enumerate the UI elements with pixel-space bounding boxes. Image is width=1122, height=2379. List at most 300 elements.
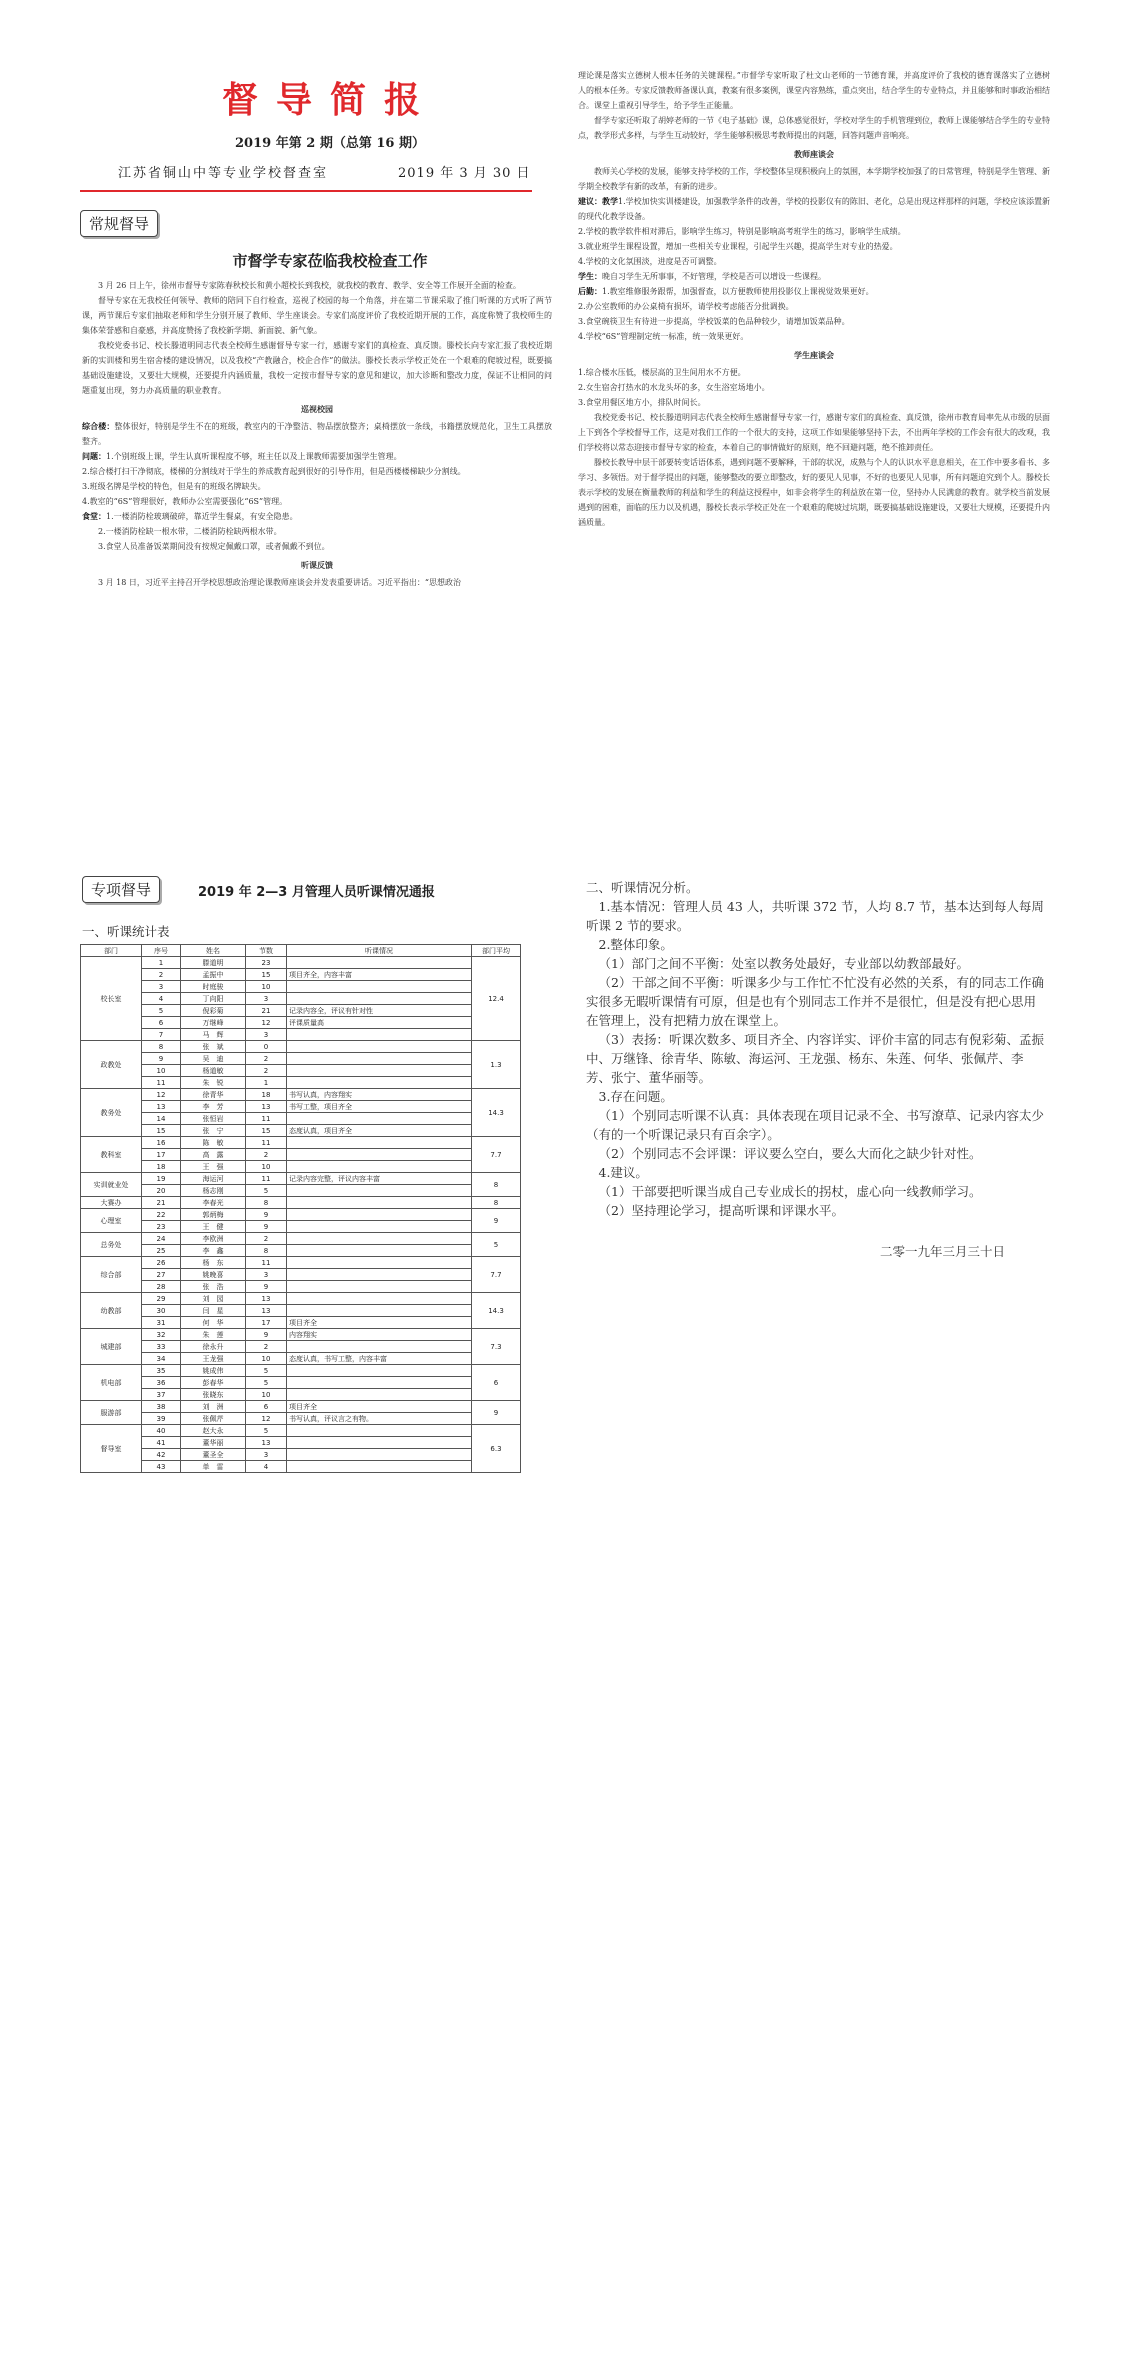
table-cell: 30 (142, 1305, 181, 1317)
table-row (81, 1161, 521, 1173)
table-cell (287, 1425, 472, 1437)
table-cell: 11 (142, 1077, 181, 1089)
table-row (81, 1425, 521, 1437)
table-cell: 22 (142, 1209, 181, 1221)
table-cell: 32 (142, 1329, 181, 1341)
paragraph-text: 4.学校“6S”管理制定统一标准，统一效果更好。 (578, 332, 749, 341)
table-row (81, 1449, 521, 1461)
table-cell (287, 1149, 472, 1161)
paragraph-text: 3.就业班学生课程设置，增加一些相关专业课程，引起学生兴趣，提高学生对专业的热爱。 (578, 242, 898, 251)
subheading-student: 学生座谈会 (794, 350, 834, 360)
table-cell (287, 1161, 472, 1173)
table-cell: 倪彩菊 (181, 1005, 246, 1017)
table-cell (287, 1053, 472, 1065)
table-cell: 28 (142, 1281, 181, 1293)
column-header: 序号 (142, 945, 181, 957)
table-cell: 10 (246, 1353, 287, 1365)
table-cell: 1 (142, 957, 181, 969)
paragraph (82, 509, 552, 524)
table-row (81, 1329, 521, 1341)
table-cell: 6 (142, 1017, 181, 1029)
table-cell: 李春光 (181, 1197, 246, 1209)
table-cell: 单 雷 (181, 1461, 246, 1473)
student-item: 1.综合楼水压低，楼层高的卫生间用水不方便。 (578, 368, 746, 377)
table-cell: 何 华 (181, 1317, 246, 1329)
paragraph (82, 479, 552, 494)
table-cell (287, 1389, 472, 1401)
table-cell: 滕道明 (181, 957, 246, 969)
table-caption: 一、听课统计表 (82, 924, 170, 939)
table-cell: 5 (246, 1185, 287, 1197)
table-cell (287, 957, 472, 969)
article-title: 市督学专家莅临我校检查工作 (232, 252, 428, 270)
table-row (81, 1317, 521, 1329)
table-cell: 张 斌 (181, 1041, 246, 1053)
table-cell: 17 (246, 1317, 287, 1329)
table-cell: 刘 洲 (181, 1401, 246, 1413)
table-row (81, 1269, 521, 1281)
table-cell (287, 1461, 472, 1473)
table-cell: 王 强 (181, 1161, 246, 1173)
table-cell: 丁向阳 (181, 993, 246, 1005)
table-cell: 18 (142, 1161, 181, 1173)
table-cell: 15 (246, 1125, 287, 1137)
dept-cell: 政教处 (81, 1041, 142, 1089)
table-cell: 9 (246, 1281, 287, 1293)
table-row (81, 1041, 521, 1053)
paragraph-text: 3.食堂人员准备饭菜期间没有按规定佩戴口罩，或者佩戴不到位。 (98, 542, 330, 551)
table-cell: 王 健 (181, 1221, 246, 1233)
table-cell: 5 (246, 1425, 287, 1437)
table-cell: 40 (142, 1425, 181, 1437)
table-row (81, 1281, 521, 1293)
subheading-xunshi: 巡视校园 (301, 404, 333, 414)
analysis-line: （2）坚持理论学习，提高听课和评课水平。 (598, 1203, 844, 1218)
paragraph-text: 2.学校的教学软件相对滞后，影响学生练习，特别是影响高考班学生的练习，影响学生成绩。 (578, 227, 906, 236)
table-cell: 内容翔实 (287, 1329, 472, 1341)
table-row (81, 1209, 521, 1221)
analysis-line: 二、听课情况分析。 (586, 880, 699, 895)
column-header: 部门 (81, 945, 142, 957)
table-cell (287, 1257, 472, 1269)
table-cell: 18 (246, 1089, 287, 1101)
table-cell: 17 (142, 1149, 181, 1161)
table-row (81, 1125, 521, 1137)
table-cell: 3 (246, 993, 287, 1005)
table-cell: 12 (246, 1413, 287, 1425)
attendance-table (80, 944, 521, 1473)
table-cell: 34 (142, 1353, 181, 1365)
table-cell: 36 (142, 1377, 181, 1389)
paragraph-lead: 食堂： (82, 511, 106, 521)
table-cell: 11 (246, 1173, 287, 1185)
dept-cell: 督导室 (81, 1425, 142, 1473)
table-row (81, 993, 521, 1005)
issue-number: 2019 年第 2 期（总第 16 期） (235, 136, 425, 151)
table-cell: 张 宁 (181, 1125, 246, 1137)
analysis-line: （1）干部要把听课当成自己专业成长的拐杖，虚心向一线教师学习。 (598, 1184, 982, 1199)
paragraph (578, 269, 1050, 284)
table-row (81, 1293, 521, 1305)
table-cell: 2 (142, 969, 181, 981)
table-cell (287, 1197, 472, 1209)
student-forum-list (578, 365, 1050, 410)
dept-cell: 大赛办 (81, 1197, 142, 1209)
paragraph-text: 教师关心学校的发展，能够支持学校的工作，学校整体呈现积极向上的氛围，本学期学校加强了的日常管理，特别是学生管理、新学期全校教学有新的改革，有新的进步。 (578, 167, 1050, 191)
paragraph (82, 449, 552, 464)
table-cell: 态度认真，书写工整，内容丰富 (287, 1353, 472, 1365)
table-cell: 13 (246, 1305, 287, 1317)
table-row (81, 1365, 521, 1377)
table-row (81, 1089, 521, 1101)
table-cell: 8 (142, 1041, 181, 1053)
column-header: 姓名 (181, 945, 246, 957)
table-cell (287, 1365, 472, 1377)
analysis-line: 1.基本情况：管理人员 43 人，共听课 372 节，人均 8.7 节，基本达到每人每周听课 2 节的要求。 (586, 899, 1044, 933)
paragraph (578, 164, 1050, 194)
inspection-list (82, 419, 552, 554)
table-cell: 10 (246, 981, 287, 993)
avg-cell: 7.3 (472, 1329, 521, 1365)
table-row (81, 1233, 521, 1245)
table-cell (287, 1065, 472, 1077)
table-cell: 5 (142, 1005, 181, 1017)
table-row (81, 981, 521, 993)
table-cell: 杨道敏 (181, 1065, 246, 1077)
table-cell: 姚晚喜 (181, 1269, 246, 1281)
paragraph: 我校党委书记、校长滕道明同志代表全校师生感谢督导专家一行，感谢专家们的真检查、真反馈。滕校长向专家汇报了我校近期新的实训楼和男生宿舍楼的建设情况，以及我校“产教融合，校企合作”的做法。滕校长表示学校正处在一个艰难的爬坡过程，既要搞基础设施建设，又要壮大规模，还要提升内涵质量，我校一定按市督导专家的意见和建议，加大诊断和整改力度，保证不让相同的问题重复出现，努力办高质量的职业教育。 (82, 341, 552, 395)
analysis-line: （2）个别同志不会评课：评议要么空白，要么大而化之缺少针对性。 (598, 1146, 982, 1161)
dept-cell: 幼教部 (81, 1293, 142, 1329)
table-cell (287, 1437, 472, 1449)
table-cell: 10 (142, 1065, 181, 1077)
table-cell: 23 (246, 957, 287, 969)
avg-cell: 7.7 (472, 1137, 521, 1173)
paragraph-lead: 问题： (82, 451, 106, 461)
table-cell (287, 1341, 472, 1353)
table-row (81, 1221, 521, 1233)
table-cell: 朱 莲 (181, 1329, 246, 1341)
table-row (81, 1137, 521, 1149)
table-cell: 12 (246, 1017, 287, 1029)
table-row (81, 1341, 521, 1353)
table-cell (287, 1305, 472, 1317)
dept-cell: 教科室 (81, 1137, 142, 1173)
dept-cell: 服游部 (81, 1401, 142, 1425)
table-cell: 吴 迪 (181, 1053, 246, 1065)
table-cell (287, 1293, 472, 1305)
paragraph (578, 284, 1050, 299)
table-cell: 徐青华 (181, 1089, 246, 1101)
table-cell: 2 (246, 1341, 287, 1353)
table-cell: 29 (142, 1293, 181, 1305)
table-row (81, 1389, 521, 1401)
table-row (81, 1401, 521, 1413)
paragraph-text: 4.学校的文化氛围淡，进度是否可调整。 (578, 257, 722, 266)
table-cell: 王龙强 (181, 1353, 246, 1365)
table-cell: 15 (142, 1125, 181, 1137)
table-row (81, 1305, 521, 1317)
paragraph: 3 月 18 日，习近平主持召开学校思想政治理论课教师座谈会并发表重要讲话。习近平指出：“思想政治 (98, 578, 461, 587)
paragraph-text: 1.学校加快实训楼建设，加强教学条件的改善，学校的投影仪有的陈旧、老化，总是出现这样那样的问题，学校应该添置新的现代化教学设备。 (578, 197, 1050, 221)
table-cell: 书写认真，内容翔实 (287, 1089, 472, 1101)
paragraph-text: 1.教室维修服务跟帮，加强督查，以方便教师使用投影仪上课视觉效果更好。 (602, 287, 874, 296)
table-cell: 31 (142, 1317, 181, 1329)
table-row (81, 1245, 521, 1257)
table-cell (287, 1137, 472, 1149)
table-cell: 陈 敏 (181, 1137, 246, 1149)
table-row (81, 1437, 521, 1449)
avg-cell: 6 (472, 1365, 521, 1401)
paragraph (578, 254, 1050, 269)
avg-cell: 9 (472, 1401, 521, 1425)
table-cell: 张 浩 (181, 1281, 246, 1293)
table-cell: 刘 园 (181, 1293, 246, 1305)
paragraph-text: 2.综合楼打扫干净彻底，楼梯的分割线对于学生的养成教育起到很好的引导作用，但是西楼楼梯缺少分割线。 (82, 467, 466, 476)
avg-cell: 1.3 (472, 1041, 521, 1089)
table-cell: 高 露 (181, 1149, 246, 1161)
dept-cell: 综合部 (81, 1257, 142, 1293)
table-cell: 项目齐全 (287, 1317, 472, 1329)
table-row (81, 1149, 521, 1161)
table-cell: 12 (142, 1089, 181, 1101)
table-cell: 38 (142, 1401, 181, 1413)
attendance-table-wrap (80, 944, 521, 1473)
paragraph (82, 464, 552, 479)
table-cell: 2 (246, 1233, 287, 1245)
table-cell: 时庭骏 (181, 981, 246, 993)
table-cell: 郭炳梅 (181, 1209, 246, 1221)
table-row (81, 1257, 521, 1269)
paragraph-text: 晚自习学生无所事事，不好管理，学校是否可以增设一些课程。 (602, 272, 826, 281)
paragraph-text: 督学专家还听取了胡婷老师的一节《电子基础》课，总体感觉很好，学校对学生的手机管理到位，教师上课能够结合学生的专业特点，教学形式多样，与学生互动较好，学生能够积极思考教师提出的问题，回答问题声音响亮。 (578, 116, 1050, 140)
column-header: 节数 (246, 945, 287, 957)
column-header: 部门平均 (472, 945, 521, 957)
table-cell: 书写认真，评议言之有物。 (287, 1413, 472, 1425)
analysis-line: （2）干部之间不平衡：听课多少与工作忙不忙没有必然的关系，有的同志工作确实很多无暇听课情有可原，但是也有个别同志工作并不是很忙，但是没有把心思用在管理上，没有把精力放在课堂上。 (586, 975, 1044, 1028)
table-cell: 42 (142, 1449, 181, 1461)
table-cell: 6 (246, 1401, 287, 1413)
table-cell: 3 (142, 981, 181, 993)
paragraph (578, 68, 1050, 113)
table-row (81, 1101, 521, 1113)
column-header: 听课情况 (287, 945, 472, 957)
dept-cell: 校长室 (81, 957, 142, 1041)
publish-date: 2019 年 3 月 30 日 (398, 166, 531, 181)
publisher: 江苏省铜山中等专业学校督查室 (118, 166, 329, 181)
table-cell: 21 (142, 1197, 181, 1209)
paragraph-text: 3.食堂碗筷卫生有待进一步提高，学校饭菜的色品种较少，请增加饭菜品种。 (578, 317, 850, 326)
paragraph-lead: 学生： (578, 271, 602, 281)
paragraph-text: 2.办公室教师的办公桌椅有损坏，请学校考虑能否分批调换。 (578, 302, 794, 311)
table-cell: 19 (142, 1173, 181, 1185)
table-row (81, 1017, 521, 1029)
paragraph: 3 月 26 日上午，徐州市督导专家陈春秋校长和黄小超校长到我校，就我校的教育、教学、安全等工作展开全面的检查。 (98, 281, 521, 290)
paragraph: 我校党委书记、校长滕道明同志代表全校师生感谢督导专家一行，感谢专家们的真检查、真反馈，徐州市教育局率先从市级的层面上下到各个学校督导工作，这是对我们工作的一个很大的支持，这项工作如果能够坚持下去，不出两年学校的工作会有很大的改观，我们学校将以常态迎接市督导专家的检查，本着自己的事情做好的原则，绝不回避问题，绝不推卸责任。 (578, 413, 1050, 452)
table-row (81, 957, 521, 969)
table-cell: 3 (246, 1449, 287, 1461)
table-cell: 赵大永 (181, 1425, 246, 1437)
table-cell (287, 1449, 472, 1461)
table-cell: 马 辉 (181, 1029, 246, 1041)
table-cell: 万继峰 (181, 1017, 246, 1029)
dept-cell: 总务处 (81, 1233, 142, 1257)
table-cell: 25 (142, 1245, 181, 1257)
avg-cell: 14.3 (472, 1089, 521, 1137)
table-cell (287, 1377, 472, 1389)
paragraph-text: 1.一楼消防栓玻璃破碎，靠近学生餐桌，有安全隐患。 (106, 512, 298, 521)
table-cell: 35 (142, 1365, 181, 1377)
table-cell (287, 1041, 472, 1053)
subheading-tingke: 听课反馈 (301, 560, 333, 570)
table-cell: 9 (142, 1053, 181, 1065)
paragraph (578, 329, 1050, 344)
closing-remarks (578, 410, 1050, 530)
paragraph (578, 239, 1050, 254)
table-row (81, 1461, 521, 1473)
table-cell: 21 (246, 1005, 287, 1017)
analysis-line: （1）部门之间不平衡：处室以教务处最好，专业部以幼教部最好。 (598, 956, 969, 971)
table-cell: 杨 东 (181, 1257, 246, 1269)
table-cell: 37 (142, 1389, 181, 1401)
avg-cell: 12.4 (472, 957, 521, 1041)
paragraph (82, 524, 552, 539)
analysis-line: （1）个别同志听课不认真：具体表现在项目记录不全、书写潦草、记录内容太少（有的一个听课记录只有百余字）。 (586, 1108, 1044, 1142)
table-cell: 0 (246, 1041, 287, 1053)
table-cell: 41 (142, 1437, 181, 1449)
paragraph (82, 539, 552, 554)
table-cell: 43 (142, 1461, 181, 1473)
analysis-line: （3）表扬：听课次数多、项目齐全、内容详实、评价丰富的同志有倪彩菊、孟振中、万继锋、徐青华、陈敏、海运河、王龙强、杨东、朱莲、何华、张佩芹、李芳、张宁、董华丽等。 (586, 1032, 1044, 1085)
table-header-row (81, 945, 521, 957)
dept-cell: 心理室 (81, 1209, 142, 1233)
table-cell: 3 (246, 1269, 287, 1281)
table-cell: 李 鑫 (181, 1245, 246, 1257)
bulletin-title: 督导简报 (221, 80, 438, 121)
table-cell (287, 1281, 472, 1293)
table-cell: 记录内容完整，评议内容丰富 (287, 1173, 472, 1185)
table-cell: 9 (246, 1209, 287, 1221)
subheading-teacher: 教师座谈会 (794, 149, 834, 159)
table-cell: 记录内容全，评议有针对性 (287, 1005, 472, 1017)
table-cell: 徐永升 (181, 1341, 246, 1353)
paragraph-text: 整体很好，特别是学生不在的班级，教室内的干净整洁、物品摆放整齐；桌椅摆放一条线，书籍摆放规范化，卫生工具摆放整齐。 (82, 422, 552, 446)
table-row (81, 1197, 521, 1209)
paragraph-text: 2.一楼消防栓缺一根水带，二楼消防栓缺两根水带。 (98, 527, 282, 536)
paragraph-text: 理论课是落实立德树人根本任务的关键课程。”市督学专家听取了杜文山老师的一节德育课，并高度评价了我校的德育课落实了立德树人的根本任务。专家反馈教师备课认真，教案有很多案例，课堂内容熟练，重点突出，结合学生的专业特点，并且能够和时事政治相结合。课堂上重视引导学生，给予学生正能量。 (578, 71, 1050, 110)
paragraph (82, 494, 552, 509)
table-cell: 23 (142, 1221, 181, 1233)
dept-cell: 城建部 (81, 1329, 142, 1365)
table-cell: 闫 星 (181, 1305, 246, 1317)
section-tag-special: 专项督导 (82, 876, 160, 903)
table-cell: 15 (246, 969, 287, 981)
teacher-forum-list (578, 164, 1050, 344)
avg-cell: 14.3 (472, 1293, 521, 1329)
table-cell: 9 (246, 1329, 287, 1341)
student-item: 2.女生宿舍打热水的水龙头坏的多，女生浴室场地小。 (578, 383, 770, 392)
table-cell: 彭春华 (181, 1377, 246, 1389)
table-row (81, 1053, 521, 1065)
table-cell: 10 (246, 1161, 287, 1173)
paragraph: 督导专家在无我校任何领导、教师的陪同下自行检查，巡视了校园的每一个角落，并在第二节课采取了推门听课的方式听了两节课，两节课后专家们抽取老师和学生分别开展了教师、学生座谈会。专家们高度评价了我校近期开展的工作，高度称赞了我校师生的集体荣誉感和自豪感，并高度赞扬了我校新学期、新面貌、新气象。 (82, 296, 552, 335)
table-cell (287, 1077, 472, 1089)
avg-cell: 8 (472, 1197, 521, 1209)
analysis-line: 3.存在问题。 (598, 1089, 673, 1104)
table-cell: 杨志刚 (181, 1185, 246, 1197)
table-cell: 1 (246, 1077, 287, 1089)
table-cell: 26 (142, 1257, 181, 1269)
dept-cell: 教务处 (81, 1089, 142, 1137)
table-cell: 孟振中 (181, 969, 246, 981)
table-cell: 董圣全 (181, 1449, 246, 1461)
analysis-line: 4.建议。 (598, 1165, 648, 1180)
table-row (81, 1077, 521, 1089)
table-cell: 9 (246, 1221, 287, 1233)
table-cell: 27 (142, 1269, 181, 1281)
table-cell: 朱 锐 (181, 1077, 246, 1089)
avg-cell: 9 (472, 1209, 521, 1233)
table-row (81, 1029, 521, 1041)
paragraph (578, 224, 1050, 239)
section-tag-routine: 常规督导 (80, 210, 158, 237)
avg-cell: 8 (472, 1173, 521, 1197)
table-cell: 3 (246, 1029, 287, 1041)
paragraph: 滕校长教导中层干部要转变话语体系，遇到问题不要解释，干部的状况，成熟与个人的认识水平息息相关，在工作中要多看书、多学习、多领悟。对于督学提出的问题，能够整改的要立即整改，好的要见人见事，不好的也要见人见事，所有问题迫究到个人。滕校长表示学校的发展在衡量教师的利益和学生的利益这授程中，如非会将学生的利益放在第一位，坚持办人民满意的教育。就学校当前发展遇到的困难，面临的压力以及机遇，滕校长表示学校正处在一个艰难的爬坡过坑期，既要搞基础设施建设，又要壮大规模，还要提升内涵质量。 (578, 458, 1050, 527)
table-cell: 13 (142, 1101, 181, 1113)
table-row (81, 1065, 521, 1077)
table-cell (287, 1209, 472, 1221)
table-cell (287, 1233, 472, 1245)
table-cell: 张恒岩 (181, 1113, 246, 1125)
left-column (82, 278, 552, 590)
dept-cell: 实训就业处 (81, 1173, 142, 1197)
table-cell: 2 (246, 1149, 287, 1161)
table-cell: 李欧洲 (181, 1233, 246, 1245)
table-cell: 11 (246, 1137, 287, 1149)
dept-cell: 机电部 (81, 1365, 142, 1401)
sign-date: 二零一九年三月三十日 (880, 1244, 1006, 1259)
table-cell: 13 (246, 1293, 287, 1305)
table-cell: 5 (246, 1365, 287, 1377)
table-cell: 7 (142, 1029, 181, 1041)
table-cell: 33 (142, 1341, 181, 1353)
table-cell (287, 1245, 472, 1257)
lesson-feedback (578, 68, 1050, 143)
table-cell: 海运河 (181, 1173, 246, 1185)
paragraph-lead: 综合楼： (82, 421, 115, 431)
table-cell (287, 993, 472, 1005)
table-cell (287, 1269, 472, 1281)
table-cell (287, 1221, 472, 1233)
table-cell: 2 (246, 1065, 287, 1077)
table-cell: 董华丽 (181, 1437, 246, 1449)
table-cell: 24 (142, 1233, 181, 1245)
table-cell (287, 1029, 472, 1041)
paragraph (578, 314, 1050, 329)
table-cell (287, 1185, 472, 1197)
table-cell: 4 (142, 993, 181, 1005)
paragraph (82, 419, 552, 449)
table-cell: 姚成伟 (181, 1365, 246, 1377)
avg-cell: 5 (472, 1233, 521, 1257)
paragraph (578, 113, 1050, 143)
paragraph-lead: 后勤： (578, 286, 602, 296)
table-cell: 14 (142, 1113, 181, 1125)
table-cell: 4 (246, 1461, 287, 1473)
analysis-section (586, 878, 1046, 1220)
table-cell: 10 (246, 1389, 287, 1401)
